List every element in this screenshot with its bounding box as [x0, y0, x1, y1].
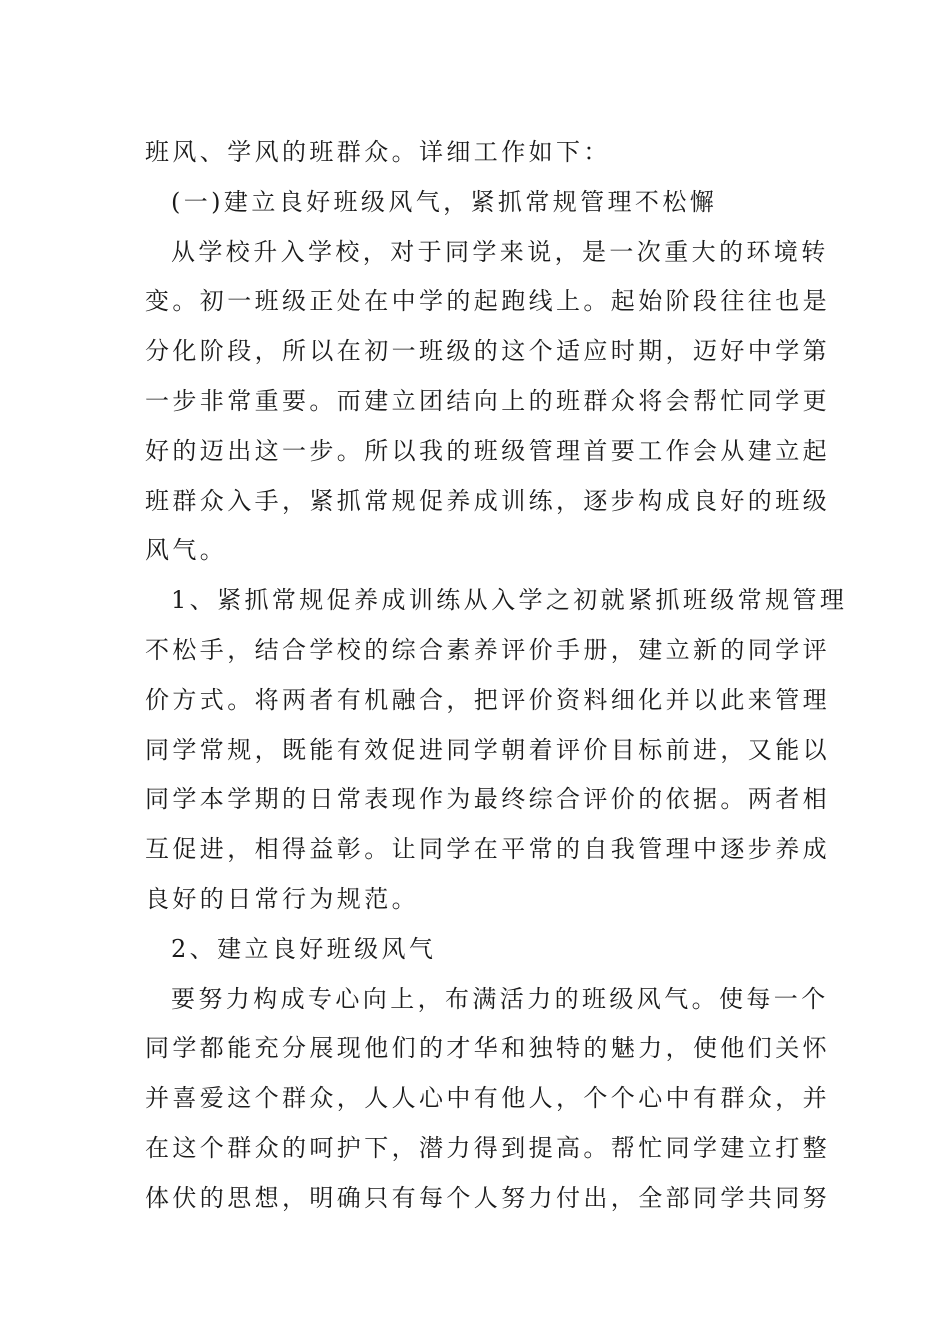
- paragraph-line: 并喜爱这个群众，人人心中有他人，个个心中有群众，并: [145, 1084, 830, 1113]
- paragraph-line: 变。初一班级正处在中学的起跑线上。起始阶段往往也是: [145, 287, 830, 316]
- paragraph-line: 良好的日常行为规范。: [145, 884, 419, 913]
- paragraph-line: 要努力构成专心向上，布满活力的班级风气。使每一个: [171, 984, 829, 1013]
- paragraph-line: 不松手，结合学校的综合素养评价手册，建立新的同学评: [145, 635, 830, 664]
- text-line: 班风、学风的班群众。详细工作如下：: [145, 138, 611, 166]
- paragraph-line: 在这个群众的呵护下，潜力得到提高。帮忙同学建立打整: [145, 1133, 830, 1162]
- paragraph-line: 好的迈出这一步。所以我的班级管理首要工作会从建立起: [145, 436, 830, 465]
- section-heading: (一)建立良好班级风气，紧抓常规管理不松懈: [171, 187, 718, 216]
- list-item-heading: 1、紧抓常规促养成训练从入学之初就紧抓班级常规管理: [171, 586, 848, 615]
- list-item-heading: 2、建立良好班级风气: [171, 934, 437, 963]
- paragraph-line: 体伏的思想，明确只有每个人努力付出，全部同学共同努: [145, 1183, 830, 1212]
- paragraph-line: 从学校升入学校，对于同学来说，是一次重大的环境转: [171, 237, 829, 266]
- paragraph-line: 同学都能充分展现他们的才华和独特的魅力，使他们关怀: [145, 1034, 830, 1063]
- paragraph-line: 同学本学期的日常表现作为最终综合评价的依据。两者相: [145, 785, 830, 814]
- paragraph-line: 班群众入手，紧抓常规促养成训练，逐步构成良好的班级: [145, 486, 830, 515]
- paragraph-line: 互促进，相得益彰。让同学在平常的自我管理中逐步养成: [145, 835, 830, 864]
- paragraph-line: 价方式。将两者有机融合，把评价资料细化并以此来管理: [145, 685, 830, 714]
- paragraph-line: 风气。: [145, 536, 228, 565]
- paragraph-line: 一步非常重要。而建立团结向上的班群众将会帮忙同学更: [145, 386, 830, 415]
- document-page: [145, 128, 848, 1224]
- paragraph-line: 分化阶段，所以在初一班级的这个适应时期，迈好中学第: [145, 337, 830, 366]
- paragraph-line: 同学常规，既能有效促进同学朝着评价目标前进，又能以: [145, 735, 830, 764]
